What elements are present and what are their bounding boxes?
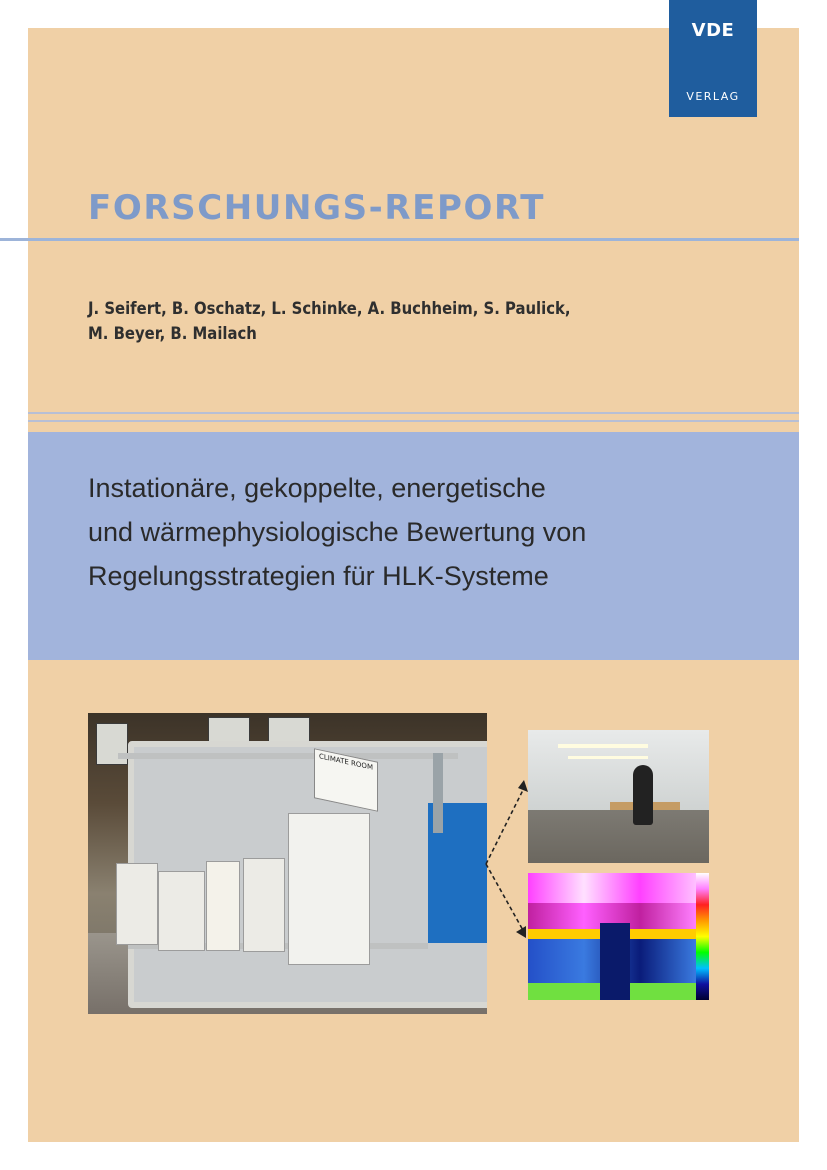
poster-panel	[116, 863, 158, 945]
test-room-interior-photo	[528, 730, 709, 863]
poster-panel	[158, 871, 205, 951]
title-line: Instationäre, gekoppelte, energetische	[88, 473, 546, 503]
connector-arrows	[480, 760, 532, 940]
book-title	[88, 466, 788, 598]
series-divider	[0, 238, 799, 241]
climate-room-photo	[88, 713, 487, 1014]
title-line: und wärmephysiologische Bewertung von	[88, 517, 587, 547]
thermal-door	[600, 923, 630, 1000]
ceiling-light	[568, 756, 648, 759]
poster-panel	[243, 858, 285, 952]
ceiling-light	[558, 744, 648, 748]
arrow-line	[486, 788, 524, 864]
publisher-logo-text: VDE	[691, 20, 735, 41]
title-line: Regelungsstrategien für HLK-Systeme	[88, 561, 549, 591]
arrow-head	[518, 780, 528, 792]
series-title: FORSCHUNGS-REPORT	[88, 188, 546, 228]
poster-panel	[206, 861, 240, 951]
author-line: J. Seifert, B. Oschatz, L. Schinke, A. Buchheim, S. Paulick,	[88, 299, 571, 318]
duct	[433, 753, 443, 833]
author-list	[88, 296, 571, 346]
divider	[28, 420, 799, 422]
climate-room-sign: CLIMATE ROOM	[314, 748, 378, 812]
author-line: M. Beyer, B. Mailach	[88, 324, 257, 343]
divider	[28, 412, 799, 414]
room-wall	[288, 813, 370, 965]
publisher-logo	[669, 0, 757, 117]
thermal-manikin	[633, 765, 653, 825]
thermal-ceiling	[528, 873, 696, 903]
arrow-line	[486, 864, 524, 932]
thermal-color-scale	[696, 873, 709, 1000]
publisher-imprint: VERLAG	[686, 90, 740, 103]
thermal-image	[528, 873, 709, 1000]
pipe	[118, 753, 458, 759]
